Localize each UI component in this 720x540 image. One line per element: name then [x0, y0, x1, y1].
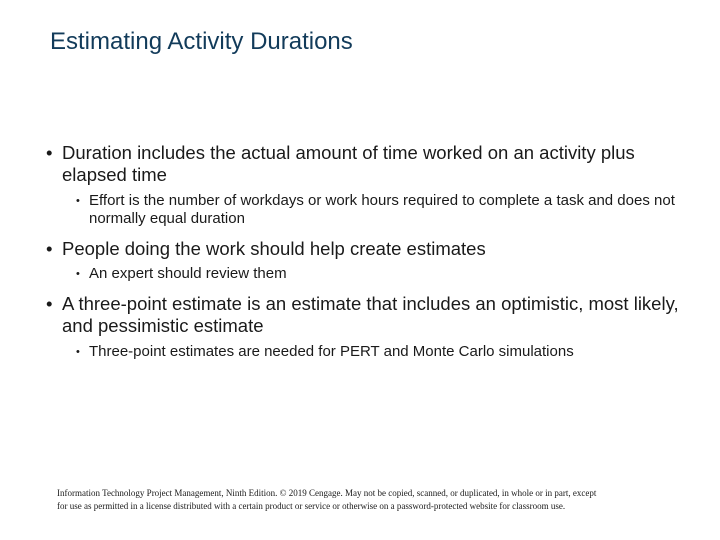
sub-bullet-text: Three-point estimates are needed for PERT and Monte Carlo simulations [89, 343, 574, 360]
bullet-text: A three-point estimate is an estimate that includes an optimistic, most likely, and pessimistic estimate [62, 293, 679, 336]
sub-bullet-icon: • [76, 195, 80, 207]
slide-content [46, 142, 686, 371]
bullet-icon: • [46, 293, 53, 314]
bullet-icon: • [46, 238, 53, 259]
sub-bullet-text: An expert should review them [89, 265, 287, 282]
sub-bullet-text: Effort is the number of workdays or work hours required to complete a task and does not normally equal duration [89, 192, 675, 227]
bullet-item [46, 293, 686, 337]
sub-bullet-item [46, 343, 686, 361]
bullet-text: Duration includes the actual amount of time worked on an activity plus elapsed time [62, 142, 635, 185]
sub-bullet-item [46, 192, 686, 228]
bullet-item [46, 238, 686, 260]
bullet-icon: • [46, 142, 53, 163]
footer-line-1: Information Technology Project Management, Ninth Edition. © 2019 Cengage. May not be copied, scanned, or duplicated, in whole or in part, except [57, 488, 597, 498]
sub-bullet-icon: • [76, 268, 80, 280]
bullet-item [46, 142, 686, 186]
sub-bullet-item [46, 265, 686, 283]
sub-bullet-icon: • [76, 346, 80, 358]
copyright-footer [57, 487, 677, 513]
bullet-text: People doing the work should help create estimates [62, 238, 486, 259]
footer-line-2: for use as permitted in a license distributed with a certain product or service or otherwise on a password-protected website for classroom use. [57, 501, 566, 511]
slide-title: Estimating Activity Durations [50, 28, 353, 55]
